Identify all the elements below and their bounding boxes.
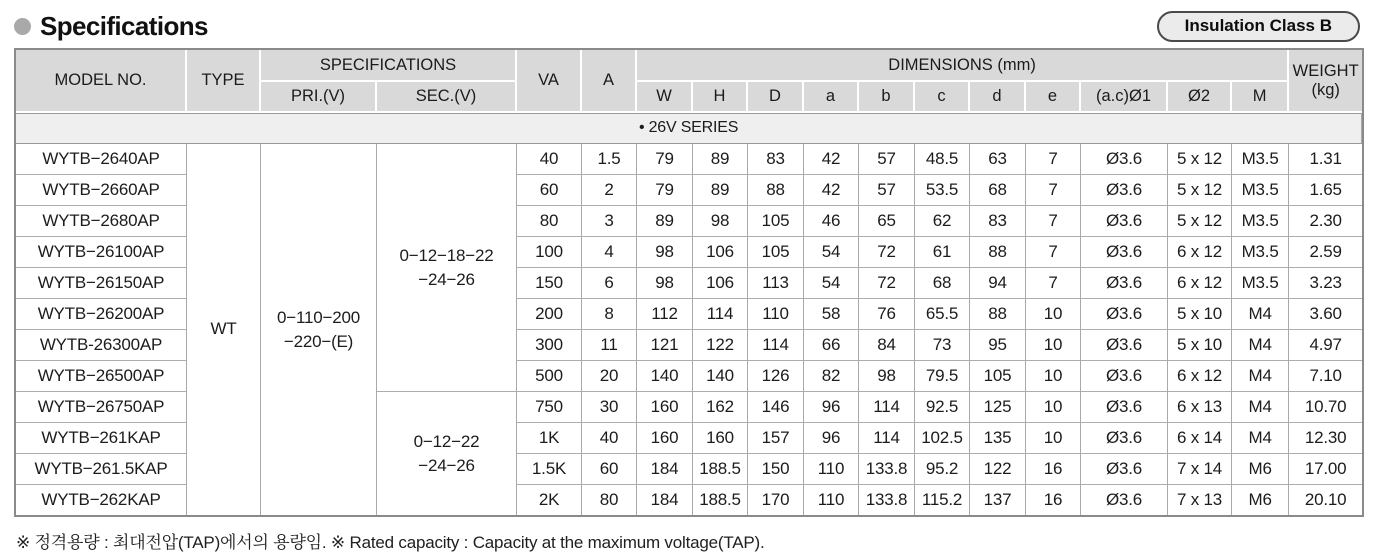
model-cell: WYTB−261.5KAP bbox=[16, 454, 187, 485]
dim-cell: 105 bbox=[748, 206, 804, 237]
dim-cell: 110 bbox=[804, 454, 859, 485]
column-header-pri: PRI.(V) bbox=[261, 82, 377, 113]
dim-cell: 68 bbox=[915, 268, 970, 299]
dim-cell: 95.2 bbox=[915, 454, 970, 485]
dim-cell: 54 bbox=[804, 268, 859, 299]
column-header-a: A bbox=[582, 50, 637, 113]
dim-cell: 105 bbox=[748, 237, 804, 268]
dim-cell: 7 bbox=[1026, 206, 1081, 237]
dim-cell: 5 x 12 bbox=[1168, 206, 1232, 237]
dim-cell: 6 x 12 bbox=[1168, 361, 1232, 392]
dim-cell: Ø3.6 bbox=[1081, 237, 1168, 268]
dim-cell: 122 bbox=[693, 330, 748, 361]
weight-cell: 3.60 bbox=[1289, 299, 1362, 330]
type-cell: WT bbox=[187, 144, 261, 515]
a-cell: 80 bbox=[582, 485, 637, 515]
weight-cell: 1.65 bbox=[1289, 175, 1362, 206]
dim-cell: 88 bbox=[970, 299, 1026, 330]
dim-cell: M3.5 bbox=[1232, 268, 1289, 299]
a-cell: 40 bbox=[582, 423, 637, 454]
weight-cell: 20.10 bbox=[1289, 485, 1362, 515]
series-label: • 26V SERIES bbox=[16, 113, 1362, 144]
dim-cell: 150 bbox=[748, 454, 804, 485]
model-cell: WYTB−26100AP bbox=[16, 237, 187, 268]
dim-cell: M4 bbox=[1232, 392, 1289, 423]
dim-cell: 114 bbox=[859, 392, 915, 423]
model-cell: WYTB−262KAP bbox=[16, 485, 187, 515]
dim-cell: 188.5 bbox=[693, 454, 748, 485]
column-header-type: TYPE bbox=[187, 50, 261, 113]
dim-cell: 7 bbox=[1026, 237, 1081, 268]
column-header-m: M bbox=[1232, 82, 1289, 113]
dim-cell: M4 bbox=[1232, 299, 1289, 330]
dim-cell: 61 bbox=[915, 237, 970, 268]
dim-cell: Ø3.6 bbox=[1081, 175, 1168, 206]
dim-cell: 7 x 13 bbox=[1168, 485, 1232, 515]
dim-cell: 72 bbox=[859, 268, 915, 299]
dim-cell: 66 bbox=[804, 330, 859, 361]
dim-cell: 98 bbox=[637, 268, 693, 299]
dim-cell: Ø3.6 bbox=[1081, 361, 1168, 392]
model-cell: WYTB−26750AP bbox=[16, 392, 187, 423]
dim-cell: 48.5 bbox=[915, 144, 970, 175]
dim-cell: 68 bbox=[970, 175, 1026, 206]
weight-cell: 10.70 bbox=[1289, 392, 1362, 423]
va-cell: 200 bbox=[517, 299, 582, 330]
dim-cell: 54 bbox=[804, 237, 859, 268]
va-cell: 300 bbox=[517, 330, 582, 361]
dim-cell: 98 bbox=[637, 237, 693, 268]
dim-cell: 58 bbox=[804, 299, 859, 330]
weight-label: WEIGHT bbox=[1292, 61, 1359, 80]
column-header-dim-b: b bbox=[859, 82, 915, 113]
dim-cell: 83 bbox=[970, 206, 1026, 237]
dim-cell: M6 bbox=[1232, 454, 1289, 485]
model-cell: WYTB−26500AP bbox=[16, 361, 187, 392]
dim-cell: 92.5 bbox=[915, 392, 970, 423]
dim-cell: 76 bbox=[859, 299, 915, 330]
dim-cell: 133.8 bbox=[859, 485, 915, 515]
dim-cell: M6 bbox=[1232, 485, 1289, 515]
dim-cell: 57 bbox=[859, 175, 915, 206]
weight-cell: 2.59 bbox=[1289, 237, 1362, 268]
model-cell: WYTB−261KAP bbox=[16, 423, 187, 454]
column-header-o2: Ø2 bbox=[1168, 82, 1232, 113]
dim-cell: 115.2 bbox=[915, 485, 970, 515]
a-cell: 1.5 bbox=[582, 144, 637, 175]
dim-cell: 95 bbox=[970, 330, 1026, 361]
dim-cell: 16 bbox=[1026, 485, 1081, 515]
a-cell: 3 bbox=[582, 206, 637, 237]
dim-cell: Ø3.6 bbox=[1081, 423, 1168, 454]
dim-cell: 6 x 12 bbox=[1168, 237, 1232, 268]
dim-cell: 89 bbox=[693, 144, 748, 175]
dim-cell: 114 bbox=[693, 299, 748, 330]
dim-cell: 62 bbox=[915, 206, 970, 237]
dim-cell: 122 bbox=[970, 454, 1026, 485]
a-cell: 11 bbox=[582, 330, 637, 361]
column-header-dim-c: c bbox=[915, 82, 970, 113]
series-row bbox=[16, 113, 1362, 144]
column-header-h: H bbox=[693, 82, 748, 113]
dim-cell: 114 bbox=[859, 423, 915, 454]
column-header-dimensions: DIMENSIONS (mm) bbox=[637, 50, 1289, 82]
dim-cell: Ø3.6 bbox=[1081, 392, 1168, 423]
dim-cell: 10 bbox=[1026, 361, 1081, 392]
a-cell: 8 bbox=[582, 299, 637, 330]
dim-cell: 126 bbox=[748, 361, 804, 392]
dim-cell: 184 bbox=[637, 485, 693, 515]
va-cell: 40 bbox=[517, 144, 582, 175]
dim-cell: Ø3.6 bbox=[1081, 485, 1168, 515]
table-body bbox=[16, 113, 1362, 515]
a-cell: 4 bbox=[582, 237, 637, 268]
table-header bbox=[16, 50, 1362, 113]
dim-cell: 42 bbox=[804, 144, 859, 175]
dim-cell: 7 bbox=[1026, 268, 1081, 299]
dim-cell: 121 bbox=[637, 330, 693, 361]
dim-cell: 5 x 10 bbox=[1168, 330, 1232, 361]
dim-cell: Ø3.6 bbox=[1081, 206, 1168, 237]
dim-cell: Ø3.6 bbox=[1081, 268, 1168, 299]
dim-cell: 160 bbox=[693, 423, 748, 454]
page-title: Specifications bbox=[40, 10, 208, 41]
va-cell: 750 bbox=[517, 392, 582, 423]
dim-cell: 79 bbox=[637, 144, 693, 175]
dim-cell: 110 bbox=[748, 299, 804, 330]
dim-cell: 106 bbox=[693, 268, 748, 299]
dim-cell: 96 bbox=[804, 423, 859, 454]
column-header-ac-o1: (a.c)Ø1 bbox=[1081, 82, 1168, 113]
va-cell: 2K bbox=[517, 485, 582, 515]
va-cell: 150 bbox=[517, 268, 582, 299]
dim-cell: 16 bbox=[1026, 454, 1081, 485]
dim-cell: 89 bbox=[637, 206, 693, 237]
dim-cell: M4 bbox=[1232, 423, 1289, 454]
dim-cell: 162 bbox=[693, 392, 748, 423]
dim-cell: 133.8 bbox=[859, 454, 915, 485]
dim-cell: 170 bbox=[748, 485, 804, 515]
dim-cell: Ø3.6 bbox=[1081, 330, 1168, 361]
va-cell: 80 bbox=[517, 206, 582, 237]
weight-cell: 3.23 bbox=[1289, 268, 1362, 299]
column-header-dim-a: a bbox=[804, 82, 859, 113]
weight-unit-label: (kg) bbox=[1311, 80, 1340, 99]
dim-cell: 106 bbox=[693, 237, 748, 268]
dim-cell: 96 bbox=[804, 392, 859, 423]
model-cell: WYTB−2660AP bbox=[16, 175, 187, 206]
dim-cell: 65.5 bbox=[915, 299, 970, 330]
table-row bbox=[16, 144, 1362, 175]
dim-cell: 6 x 14 bbox=[1168, 423, 1232, 454]
column-header-model: MODEL NO. bbox=[16, 50, 187, 113]
dim-cell: 7 bbox=[1026, 144, 1081, 175]
dim-cell: 6 x 13 bbox=[1168, 392, 1232, 423]
dim-cell: M3.5 bbox=[1232, 144, 1289, 175]
weight-cell: 7.10 bbox=[1289, 361, 1362, 392]
dim-cell: 112 bbox=[637, 299, 693, 330]
dim-cell: 5 x 10 bbox=[1168, 299, 1232, 330]
dim-cell: 7 x 14 bbox=[1168, 454, 1232, 485]
specifications-table bbox=[14, 48, 1364, 517]
dim-cell: M4 bbox=[1232, 330, 1289, 361]
va-cell: 500 bbox=[517, 361, 582, 392]
dim-cell: 5 x 12 bbox=[1168, 175, 1232, 206]
dim-cell: 140 bbox=[637, 361, 693, 392]
column-header-w: W bbox=[637, 82, 693, 113]
dim-cell: 72 bbox=[859, 237, 915, 268]
dim-cell: 82 bbox=[804, 361, 859, 392]
dim-cell: 6 x 12 bbox=[1168, 268, 1232, 299]
dim-cell: 160 bbox=[637, 392, 693, 423]
dim-cell: 188.5 bbox=[693, 485, 748, 515]
dim-cell: 184 bbox=[637, 454, 693, 485]
model-cell: WYTB-26300AP bbox=[16, 330, 187, 361]
dim-cell: 146 bbox=[748, 392, 804, 423]
column-header-va: VA bbox=[517, 50, 582, 113]
dim-cell: 10 bbox=[1026, 423, 1081, 454]
dim-cell: 63 bbox=[970, 144, 1026, 175]
weight-cell: 12.30 bbox=[1289, 423, 1362, 454]
dim-cell: 46 bbox=[804, 206, 859, 237]
dim-cell: 83 bbox=[748, 144, 804, 175]
dim-cell: 110 bbox=[804, 485, 859, 515]
dim-cell: 5 x 12 bbox=[1168, 144, 1232, 175]
dim-cell: 10 bbox=[1026, 392, 1081, 423]
bullet-icon bbox=[14, 18, 31, 35]
dim-cell: Ø3.6 bbox=[1081, 144, 1168, 175]
dim-cell: 157 bbox=[748, 423, 804, 454]
title-bar bbox=[0, 0, 1374, 48]
model-cell: WYTB−26200AP bbox=[16, 299, 187, 330]
column-header-weight bbox=[1289, 50, 1362, 113]
dim-cell: 135 bbox=[970, 423, 1026, 454]
dim-cell: 98 bbox=[859, 361, 915, 392]
sec-cell: 0−12−22 −24−26 bbox=[377, 392, 517, 515]
dim-cell: M3.5 bbox=[1232, 237, 1289, 268]
a-cell: 2 bbox=[582, 175, 637, 206]
a-cell: 6 bbox=[582, 268, 637, 299]
dim-cell: Ø3.6 bbox=[1081, 454, 1168, 485]
dim-cell: 160 bbox=[637, 423, 693, 454]
dim-cell: 79.5 bbox=[915, 361, 970, 392]
a-cell: 60 bbox=[582, 454, 637, 485]
dim-cell: 113 bbox=[748, 268, 804, 299]
model-cell: WYTB−26150AP bbox=[16, 268, 187, 299]
sec-cell: 0−12−18−22 −24−26 bbox=[377, 144, 517, 392]
dim-cell: 105 bbox=[970, 361, 1026, 392]
model-cell: WYTB−2640AP bbox=[16, 144, 187, 175]
dim-cell: 88 bbox=[748, 175, 804, 206]
dim-cell: 140 bbox=[693, 361, 748, 392]
dim-cell: 137 bbox=[970, 485, 1026, 515]
dim-cell: 57 bbox=[859, 144, 915, 175]
dim-cell: 10 bbox=[1026, 299, 1081, 330]
dim-cell: 53.5 bbox=[915, 175, 970, 206]
dim-cell: 89 bbox=[693, 175, 748, 206]
weight-cell: 1.31 bbox=[1289, 144, 1362, 175]
dim-cell: 94 bbox=[970, 268, 1026, 299]
pri-cell: 0−110−200 −220−(E) bbox=[261, 144, 377, 515]
a-cell: 20 bbox=[582, 361, 637, 392]
model-cell: WYTB−2680AP bbox=[16, 206, 187, 237]
dim-cell: 125 bbox=[970, 392, 1026, 423]
dim-cell: 102.5 bbox=[915, 423, 970, 454]
dim-cell: 7 bbox=[1026, 175, 1081, 206]
a-cell: 30 bbox=[582, 392, 637, 423]
weight-cell: 2.30 bbox=[1289, 206, 1362, 237]
dim-cell: 79 bbox=[637, 175, 693, 206]
dim-cell: 84 bbox=[859, 330, 915, 361]
dim-cell: 10 bbox=[1026, 330, 1081, 361]
dim-cell: M3.5 bbox=[1232, 206, 1289, 237]
dim-cell: 73 bbox=[915, 330, 970, 361]
column-header-sec: SEC.(V) bbox=[377, 82, 517, 113]
insulation-class-badge: Insulation Class B bbox=[1157, 11, 1360, 42]
dim-cell: M4 bbox=[1232, 361, 1289, 392]
dim-cell: 42 bbox=[804, 175, 859, 206]
dim-cell: 65 bbox=[859, 206, 915, 237]
column-header-specifications: SPECIFICATIONS bbox=[261, 50, 517, 82]
dim-cell: Ø3.6 bbox=[1081, 299, 1168, 330]
dim-cell: 88 bbox=[970, 237, 1026, 268]
weight-cell: 17.00 bbox=[1289, 454, 1362, 485]
va-cell: 100 bbox=[517, 237, 582, 268]
column-header-d: D bbox=[748, 82, 804, 113]
dim-cell: 98 bbox=[693, 206, 748, 237]
dim-cell: M3.5 bbox=[1232, 175, 1289, 206]
column-header-dim-d: d bbox=[970, 82, 1026, 113]
va-cell: 1K bbox=[517, 423, 582, 454]
footnote: ※ 정격용량 : 최대전압(TAP)에서의 용량임. ※ Rated capacity : Capacity at the maximum voltage(TAP). bbox=[16, 533, 765, 552]
column-header-dim-e: e bbox=[1026, 82, 1081, 113]
va-cell: 1.5K bbox=[517, 454, 582, 485]
dim-cell: 114 bbox=[748, 330, 804, 361]
weight-cell: 4.97 bbox=[1289, 330, 1362, 361]
va-cell: 60 bbox=[517, 175, 582, 206]
